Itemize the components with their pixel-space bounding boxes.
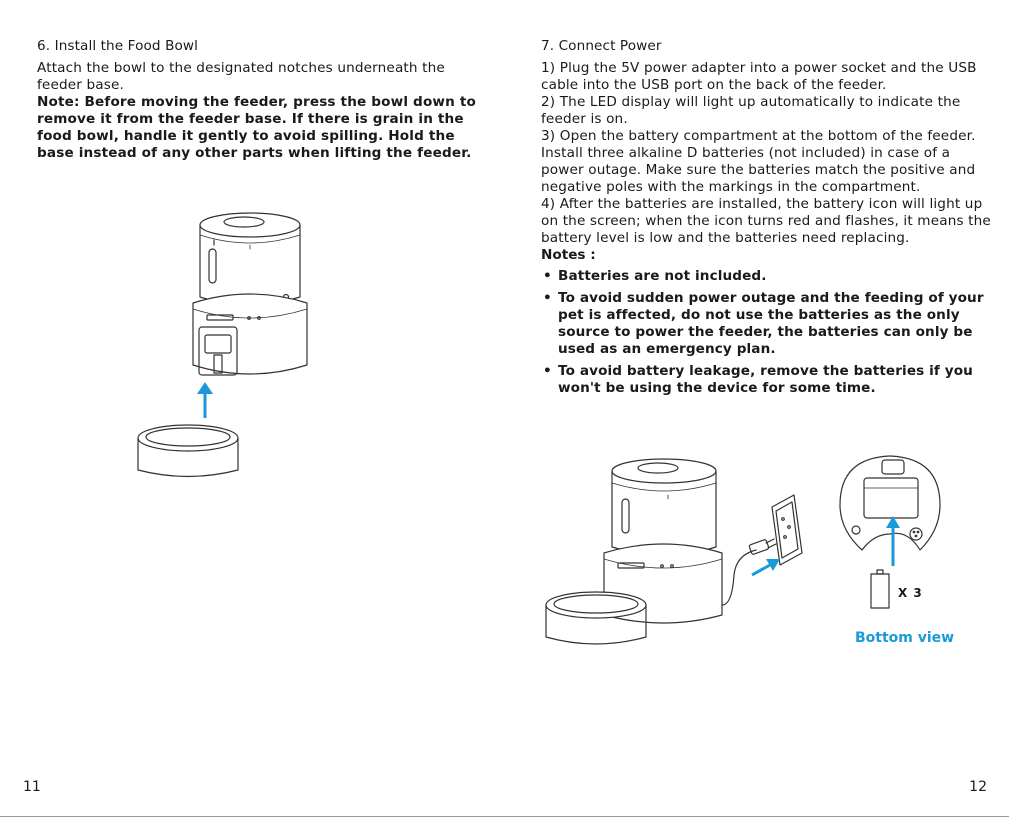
notes-title: Notes : bbox=[541, 247, 596, 263]
arrow-plug-icon bbox=[752, 559, 780, 575]
battery-count-label: X 3 bbox=[898, 586, 923, 600]
arrow-up-icon bbox=[197, 382, 213, 418]
page-number-left: 11 bbox=[23, 779, 41, 795]
power-step-2: 2) The LED display will light up automatically to indicate the feeder is on. bbox=[541, 94, 961, 127]
feeder-with-bowl-illustration bbox=[125, 205, 325, 485]
section-title-install-bowl: 6. Install the Food Bowl bbox=[37, 38, 199, 54]
page-number-right: 12 bbox=[969, 779, 987, 795]
bottom-view-illustration bbox=[834, 450, 954, 615]
note-item: • To avoid sudden power outage and the feeding of your pet is affected, do not use the batteries as the only source to power the feeder, the batteries can only be used as an emergency plan. bbox=[541, 290, 991, 358]
power-step-4: 4) After the batteries are installed, the battery icon will light up on the screen; when the icon turns red and flashes, it means the battery level is low and the batteries need replacing. bbox=[541, 196, 991, 246]
power-step-1: 1) Plug the 5V power adapter into a power socket and the USB cable into the USB port on the back of the feeder. bbox=[541, 60, 977, 93]
section-title-connect-power: 7. Connect Power bbox=[541, 38, 662, 54]
note-item: • Batteries are not included. bbox=[541, 268, 991, 285]
left-content bbox=[37, 37, 477, 162]
left-page bbox=[0, 0, 500, 820]
bottom-divider bbox=[0, 816, 1009, 817]
arrow-up-icon bbox=[886, 516, 900, 566]
install-bowl-intro: Attach the bowl to the designated notches underneath the feeder base. bbox=[37, 60, 445, 93]
bottom-view-label: Bottom view bbox=[855, 630, 955, 646]
right-page bbox=[504, 0, 1009, 820]
notes-list bbox=[541, 268, 991, 397]
install-bowl-note: Note: Before moving the feeder, press the bowl down to remove it from the feeder base. If there is grain in the food bowl, handle it gently to avoid spilling. Hold the base instead of any other parts when lifting the feeder. bbox=[37, 94, 476, 161]
note-item: • To avoid battery leakage, remove the batteries if you won't be using the device for some time. bbox=[541, 363, 991, 397]
feeder-power-adapter-illustration bbox=[544, 455, 814, 655]
right-content bbox=[541, 37, 991, 402]
power-step-3: 3) Open the battery compartment at the bottom of the feeder. Install three alkaline D batteries (not included) in case of a power outage. Make sure the batteries match the positive and negative poles with the markings in the compartment. bbox=[541, 128, 976, 195]
